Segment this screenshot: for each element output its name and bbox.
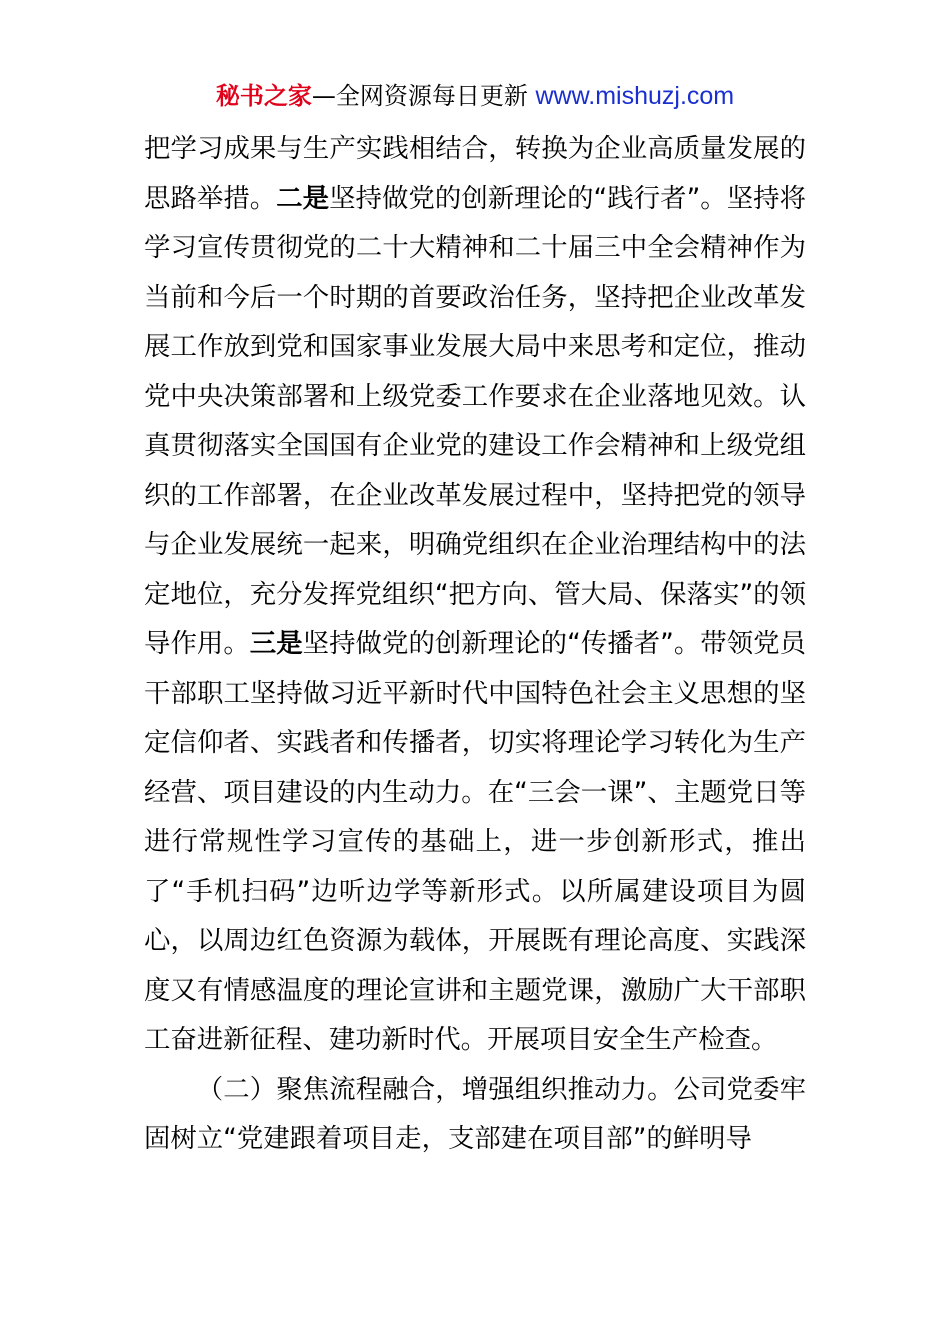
bold-enumeration: 三是 xyxy=(249,628,303,659)
paragraph-continued xyxy=(144,124,806,1065)
paragraph-text: 把学习成果与生产实践相结合，转换为企业高质量发展的思路举措。 xyxy=(144,133,806,214)
bold-enumeration: 二是 xyxy=(276,182,330,214)
document-body xyxy=(144,124,806,1164)
page-header xyxy=(0,78,950,114)
paragraph-section-two: （二）聚焦流程融合，增强组织推动力。公司党委牢固树立“党建跟着项目走，支部建在项目部”的鲜明导 xyxy=(144,1073,806,1154)
paragraph-text: 坚持做党的创新理论的“践行者”。坚持将学习宣传贯彻党的二十大精神和二十届三中全会精神作为当前和今后一个时期的首要政治任务，坚持把企业改革发展工作放到党和国家事业发展大局中来思考和定位，推动党中央决策部署和上级党委工作要求在企业落地见效。认真贯彻落实全国国有企业党的建设工作会精神和上级党组织的工作部署，在企业改革发展过程中，坚持把党的领导与企业发展统一起来，明确党组织在企业治理结构中的法定地位，充分发挥党组织“把方向、管大局、保落实”的领导作用。 xyxy=(144,182,807,659)
paragraph-text: 坚持做党的创新理论的“传播者”。带领党员干部职工坚持做习近平新时代中国特色社会主义思想的坚定信仰者、实践者和传播者，切实将理论学习转化为生产经营、项目建设的内生动力。在“三会一课”、主题党日等进行常规性学习宣传的基础上，进一步创新形式，推出了“手机扫码”边听边学等新形式。以所属建设项目为圆心，以周边红色资源为载体，开展既有理论高度、实践深度又有情感温度的理论宣讲和主题党课，激励广大干部职工奋进新征程、建功新时代。开展项目安全生产检查。 xyxy=(144,628,807,1055)
brand-name: 秘书之家 xyxy=(215,82,312,110)
site-url-link[interactable]: www.mishuzj.com xyxy=(535,82,735,110)
header-tagline: —全网资源每日更新 xyxy=(311,82,528,110)
